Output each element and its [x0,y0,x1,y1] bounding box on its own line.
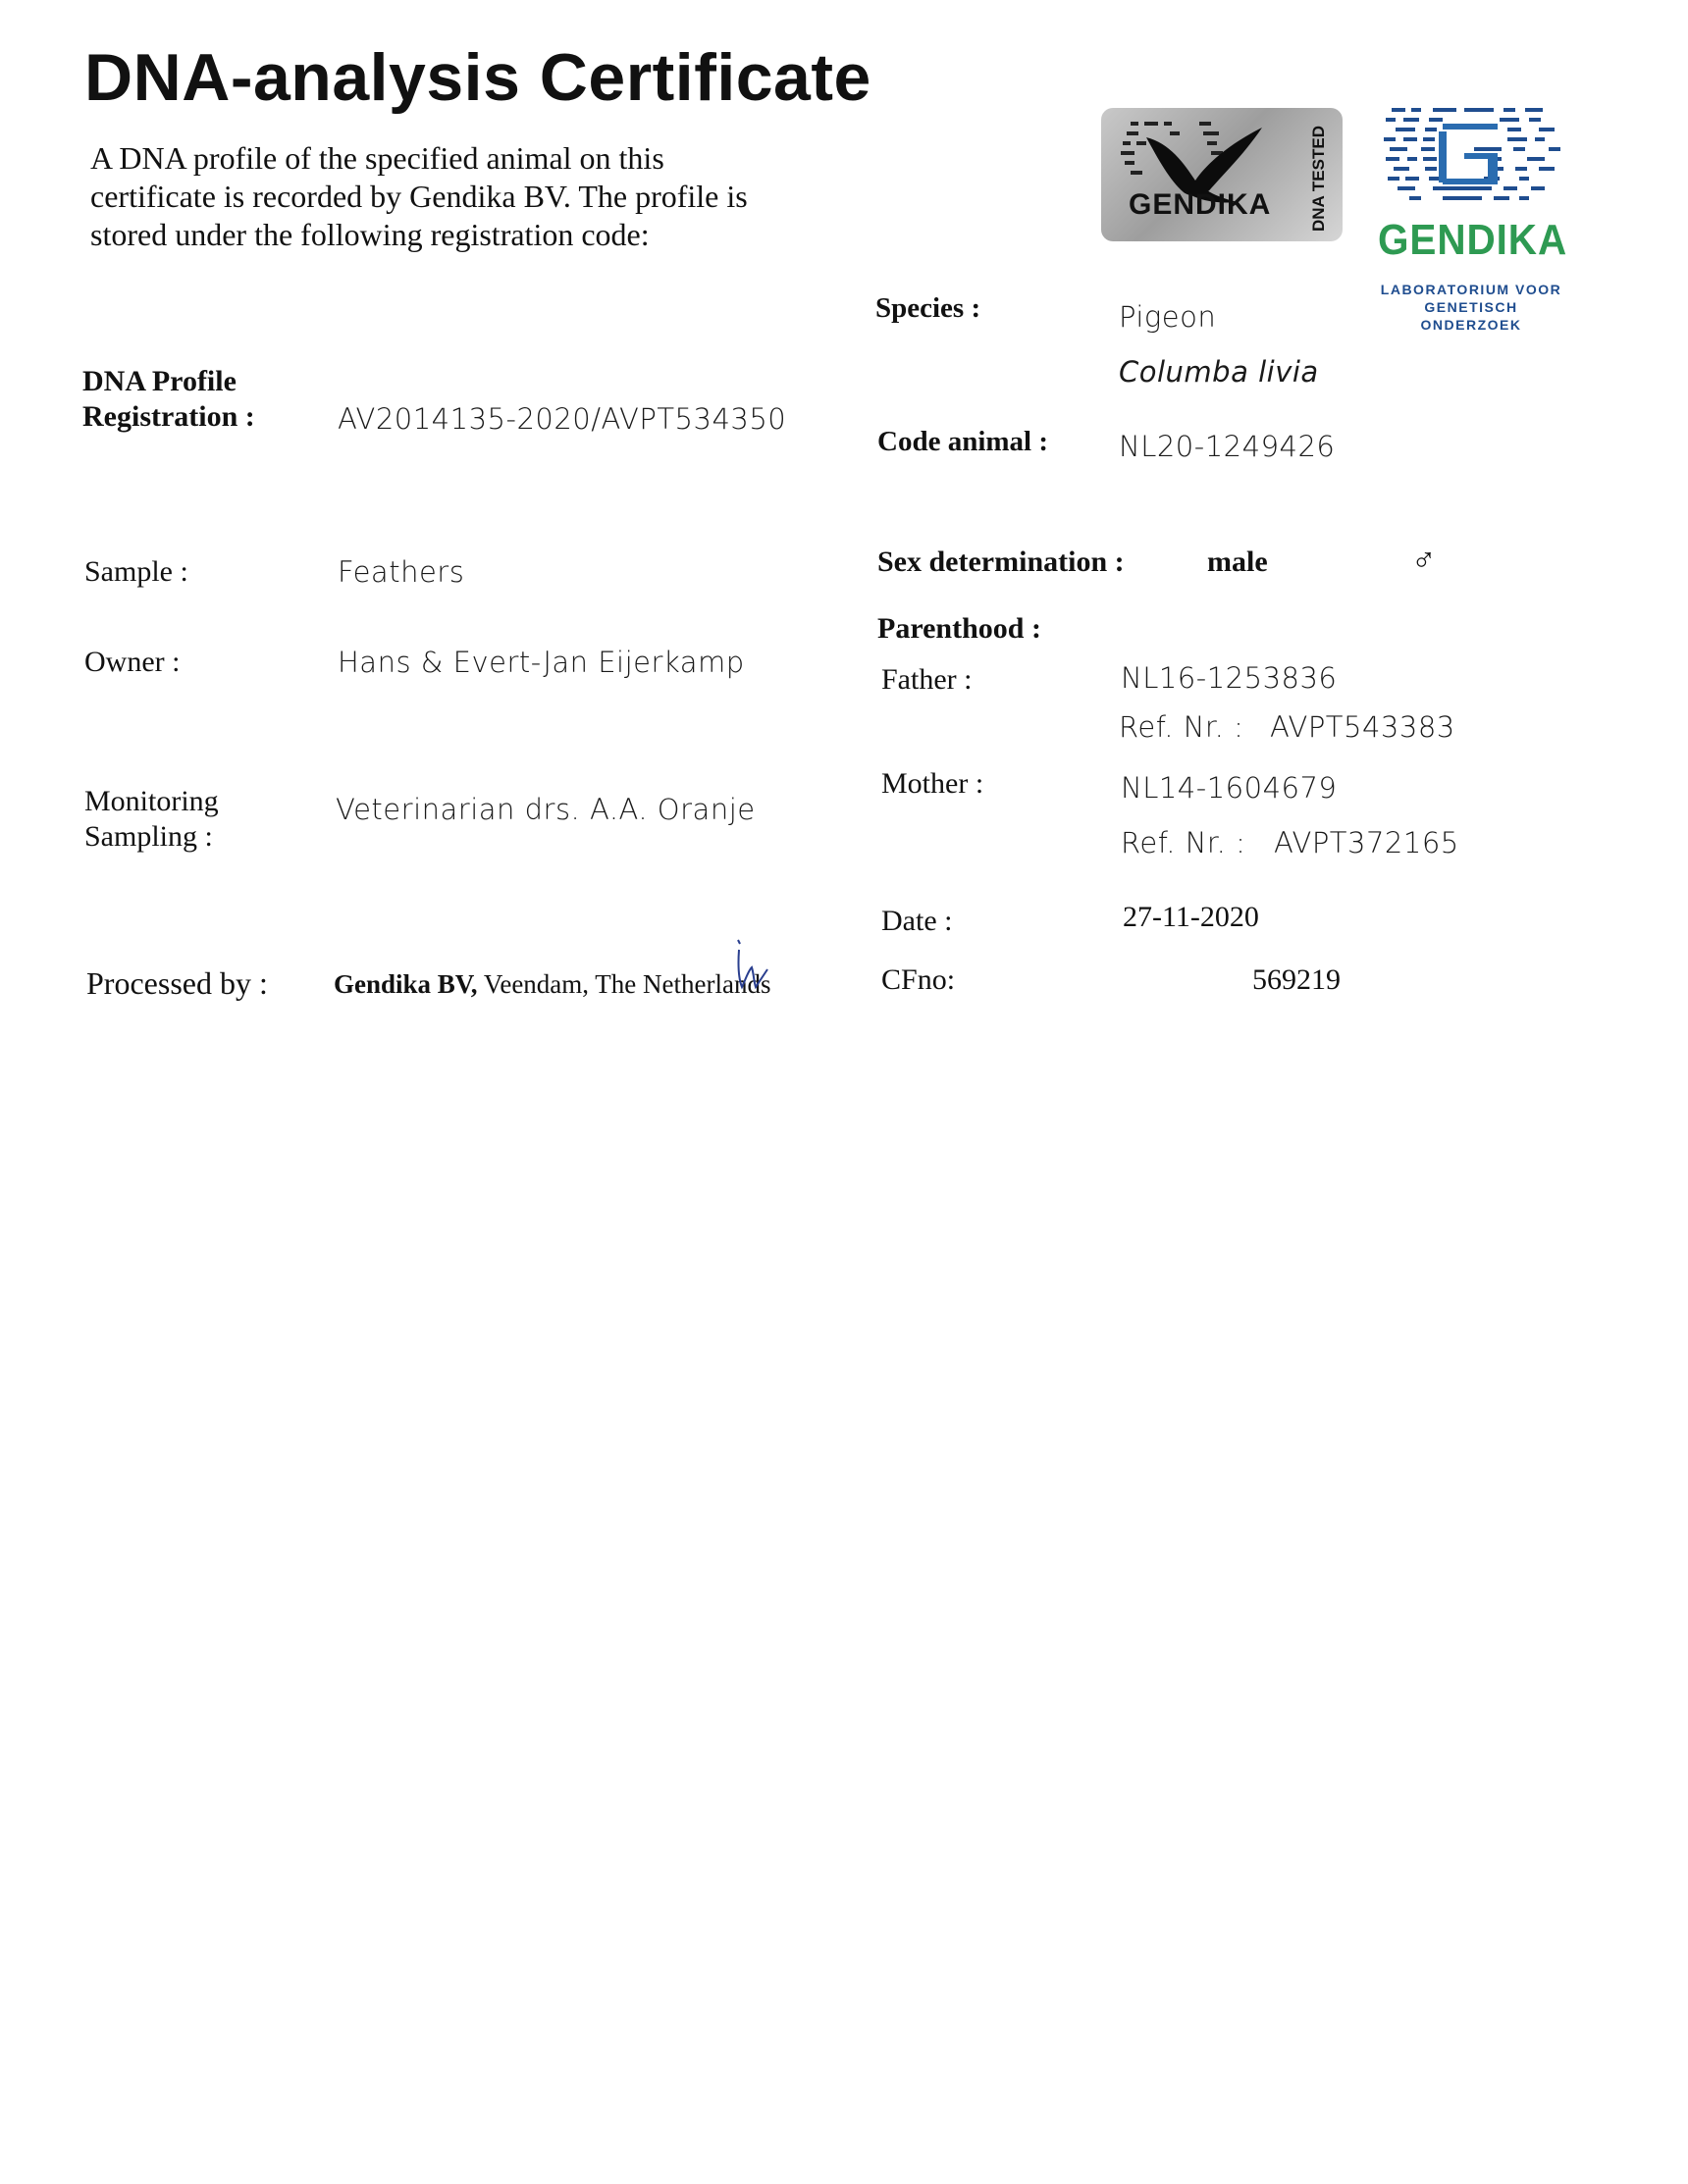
certificate-title: DNA-analysis Certificate [84,40,871,115]
processed-by-value [334,969,770,1000]
parenthood-label: Parenthood : [877,612,1041,645]
monitoring-label-2: Sampling : [84,820,213,853]
code-animal-label: Code animal : [877,426,1048,457]
cfno-value: 569219 [1252,963,1341,996]
dna-profile-label-2: Registration : [82,400,255,433]
code-animal-value: NL20-1249426 [1119,430,1336,463]
father-ref-label: Ref. Nr. : [1119,710,1244,744]
father-label: Father : [881,663,973,696]
processed-by-location: Veendam, The Netherlands [477,969,771,999]
date-label: Date : [881,905,953,937]
owner-value: Hans & Evert-Jan Eijerkamp [338,646,745,679]
badge-brand: GENDIKA [1129,188,1272,221]
mother-value: NL14-1604679 [1121,771,1338,805]
mother-label: Mother : [881,767,984,800]
badge-side-text: DNA TESTED [1309,126,1328,232]
father-value: NL16-1253836 [1121,661,1338,695]
dna-profile-label-1: DNA Profile [82,365,237,397]
dna-profile-value: AV2014135-2020/AVPT534350 [338,402,787,436]
father-ref-value: AVPT543383 [1270,710,1455,744]
processed-by-label: Processed by : [86,965,268,1001]
monitoring-label-1: Monitoring [84,785,219,817]
species-common: Pigeon [1119,300,1217,334]
intro-paragraph: A DNA profile of the specified animal on this certificate is recorded by Gendika BV. The profile is stored under the following registration code: [90,140,748,252]
mother-ref-label: Ref. Nr. : [1121,826,1246,859]
sex-determination-label: Sex determination : [877,546,1125,578]
monitoring-value: Veterinarian drs. A.A. Oranje [336,793,756,826]
sample-value: Feathers [338,555,465,589]
male-symbol-icon: ♂ [1411,542,1437,579]
species-latin: Columba livia [1119,355,1319,389]
date-value: 27-11-2020 [1123,901,1259,933]
cfno-label: CFno: [881,963,956,996]
owner-label: Owner : [84,646,181,678]
gendika-logo-icon [1382,104,1562,208]
mother-ref-value: AVPT372165 [1274,826,1459,859]
gendika-logo-subtitle: LABORATORIUM VOOR GENETISCH ONDERZOEK [1380,282,1562,333]
sample-label: Sample : [84,555,188,588]
signature-mark [726,934,775,1003]
processed-by-company: Gendika BV, [334,969,478,999]
species-label: Species : [875,292,981,324]
gendika-logo-text: GENDIKA [1378,216,1568,264]
sex-determination-value: male [1207,546,1268,578]
